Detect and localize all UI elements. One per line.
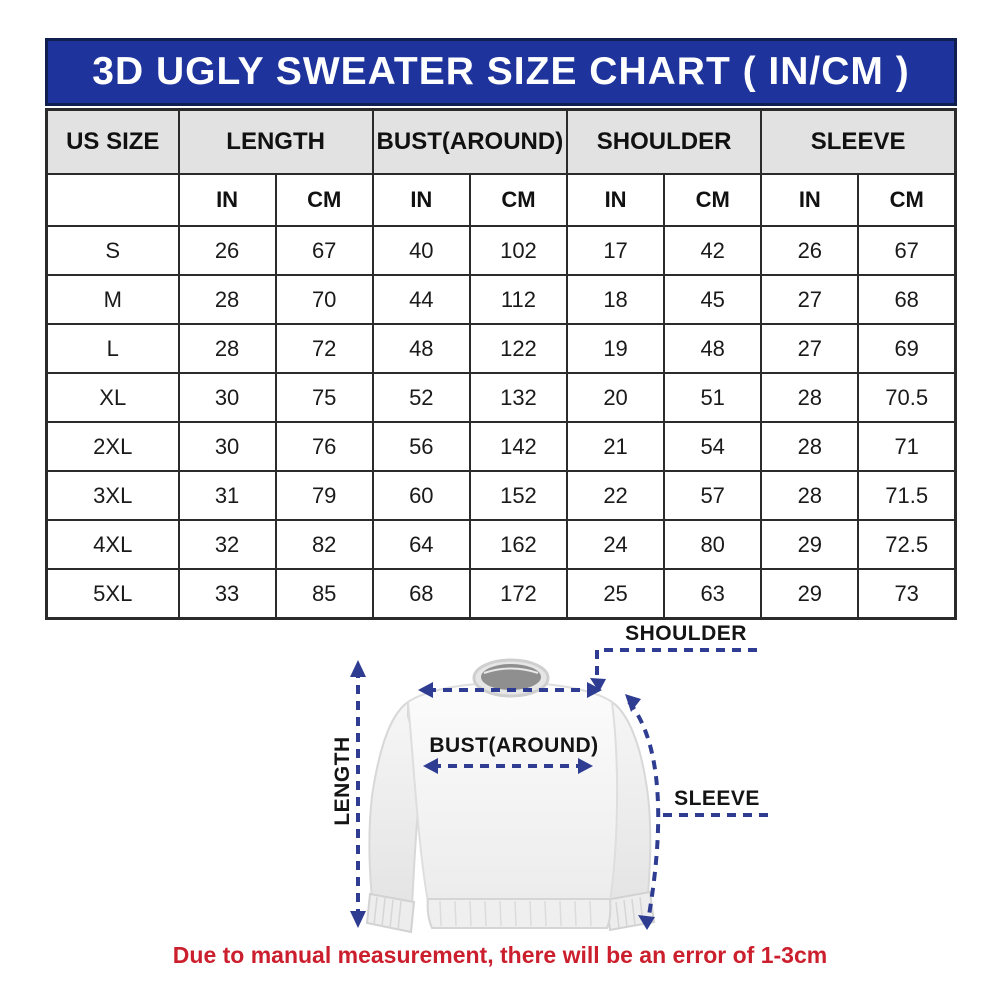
measure-cell: 33 xyxy=(179,569,276,619)
measure-cell: 28 xyxy=(761,422,858,471)
measure-cell: 71 xyxy=(858,422,955,471)
measure-cell: 54 xyxy=(664,422,761,471)
measure-cell: 22 xyxy=(567,471,664,520)
measure-cell: 32 xyxy=(179,520,276,569)
unit-cm-header: CM xyxy=(664,174,761,226)
diagram-label-length: LENGTH xyxy=(331,736,354,826)
table-row xyxy=(47,422,956,471)
measure-cell: 85 xyxy=(276,569,373,619)
measure-cell: 70.5 xyxy=(858,373,955,422)
measure-cell: 112 xyxy=(470,275,567,324)
unit-in-header: IN xyxy=(761,174,858,226)
column-header-us-size: US SIZE xyxy=(47,110,179,175)
measure-cell: 122 xyxy=(470,324,567,373)
measure-cell: 75 xyxy=(276,373,373,422)
measure-cell: 28 xyxy=(761,373,858,422)
us-size-cell: S xyxy=(47,226,179,275)
diagram-label-sleeve: SLEEVE xyxy=(674,787,760,810)
measure-cell: 72 xyxy=(276,324,373,373)
unit-cm-header: CM xyxy=(470,174,567,226)
table-row xyxy=(47,275,956,324)
title-banner xyxy=(45,38,957,106)
us-size-cell: 2XL xyxy=(47,422,179,471)
measure-cell: 52 xyxy=(373,373,470,422)
measure-cell: 24 xyxy=(567,520,664,569)
diagram-label-shoulder: SHOULDER xyxy=(625,622,747,645)
sweater-illustration xyxy=(0,616,1000,940)
units-empty-cell xyxy=(47,174,179,226)
us-size-cell: M xyxy=(47,275,179,324)
measure-cell: 68 xyxy=(373,569,470,619)
measure-cell: 64 xyxy=(373,520,470,569)
measure-cell: 28 xyxy=(761,471,858,520)
unit-in-header: IN xyxy=(179,174,276,226)
table-row xyxy=(47,324,956,373)
measure-cell: 67 xyxy=(858,226,955,275)
measure-cell: 26 xyxy=(179,226,276,275)
us-size-cell: 3XL xyxy=(47,471,179,520)
column-header-shoulder: SHOULDER xyxy=(567,110,761,175)
measure-cell: 48 xyxy=(373,324,470,373)
measure-cell: 68 xyxy=(858,275,955,324)
measure-cell: 30 xyxy=(179,373,276,422)
table-row xyxy=(47,226,956,275)
measure-cell: 102 xyxy=(470,226,567,275)
unit-in-header: IN xyxy=(567,174,664,226)
measure-cell: 76 xyxy=(276,422,373,471)
measure-cell: 82 xyxy=(276,520,373,569)
measure-cell: 42 xyxy=(664,226,761,275)
measure-cell: 40 xyxy=(373,226,470,275)
measure-cell: 70 xyxy=(276,275,373,324)
column-header-bust: BUST(AROUND) xyxy=(373,110,567,175)
column-header-sleeve: SLEEVE xyxy=(761,110,955,175)
measure-cell: 63 xyxy=(664,569,761,619)
measure-cell: 19 xyxy=(567,324,664,373)
table-row xyxy=(47,569,956,619)
measurement-diagram xyxy=(0,616,1000,940)
column-header-length: LENGTH xyxy=(179,110,373,175)
measure-cell: 21 xyxy=(567,422,664,471)
measurement-error-note: Due to manual measurement, there will be an error of 1-3cm xyxy=(172,942,828,968)
measure-cell: 60 xyxy=(373,471,470,520)
table-row xyxy=(47,471,956,520)
us-size-cell: L xyxy=(47,324,179,373)
measure-cell: 48 xyxy=(664,324,761,373)
table-row xyxy=(47,373,956,422)
measure-cell: 69 xyxy=(858,324,955,373)
measure-cell: 30 xyxy=(179,422,276,471)
unit-cm-header: CM xyxy=(276,174,373,226)
measure-cell: 18 xyxy=(567,275,664,324)
measure-cell: 26 xyxy=(761,226,858,275)
table-header-row xyxy=(47,110,956,175)
measure-cell: 31 xyxy=(179,471,276,520)
unit-in-header: IN xyxy=(373,174,470,226)
measure-cell: 56 xyxy=(373,422,470,471)
measure-cell: 29 xyxy=(761,569,858,619)
us-size-cell: XL xyxy=(47,373,179,422)
measure-cell: 71.5 xyxy=(858,471,955,520)
us-size-cell: 4XL xyxy=(47,520,179,569)
measure-cell: 28 xyxy=(179,324,276,373)
measure-cell: 57 xyxy=(664,471,761,520)
unit-cm-header: CM xyxy=(858,174,955,226)
measure-cell: 79 xyxy=(276,471,373,520)
measure-cell: 51 xyxy=(664,373,761,422)
measure-cell: 172 xyxy=(470,569,567,619)
table-units-row xyxy=(47,174,956,226)
page-title: 3D UGLY SWEATER SIZE CHART ( IN/CM ) xyxy=(92,50,910,93)
measure-cell: 27 xyxy=(761,324,858,373)
measure-cell: 132 xyxy=(470,373,567,422)
measure-cell: 162 xyxy=(470,520,567,569)
sweater-body xyxy=(408,683,617,903)
us-size-cell: 5XL xyxy=(47,569,179,619)
measure-cell: 142 xyxy=(470,422,567,471)
diagram-label-bust: BUST(AROUND) xyxy=(429,734,599,757)
measure-cell: 25 xyxy=(567,569,664,619)
measure-cell: 80 xyxy=(664,520,761,569)
measure-cell: 67 xyxy=(276,226,373,275)
table-row xyxy=(47,520,956,569)
measure-cell: 44 xyxy=(373,275,470,324)
measure-cell: 73 xyxy=(858,569,955,619)
measure-cell: 29 xyxy=(761,520,858,569)
measure-cell: 17 xyxy=(567,226,664,275)
measure-cell: 72.5 xyxy=(858,520,955,569)
measure-cell: 20 xyxy=(567,373,664,422)
shoulder-pointer-line xyxy=(597,650,757,682)
measure-cell: 152 xyxy=(470,471,567,520)
measure-cell: 27 xyxy=(761,275,858,324)
measure-cell: 28 xyxy=(179,275,276,324)
measure-cell: 45 xyxy=(664,275,761,324)
size-table xyxy=(45,108,957,620)
